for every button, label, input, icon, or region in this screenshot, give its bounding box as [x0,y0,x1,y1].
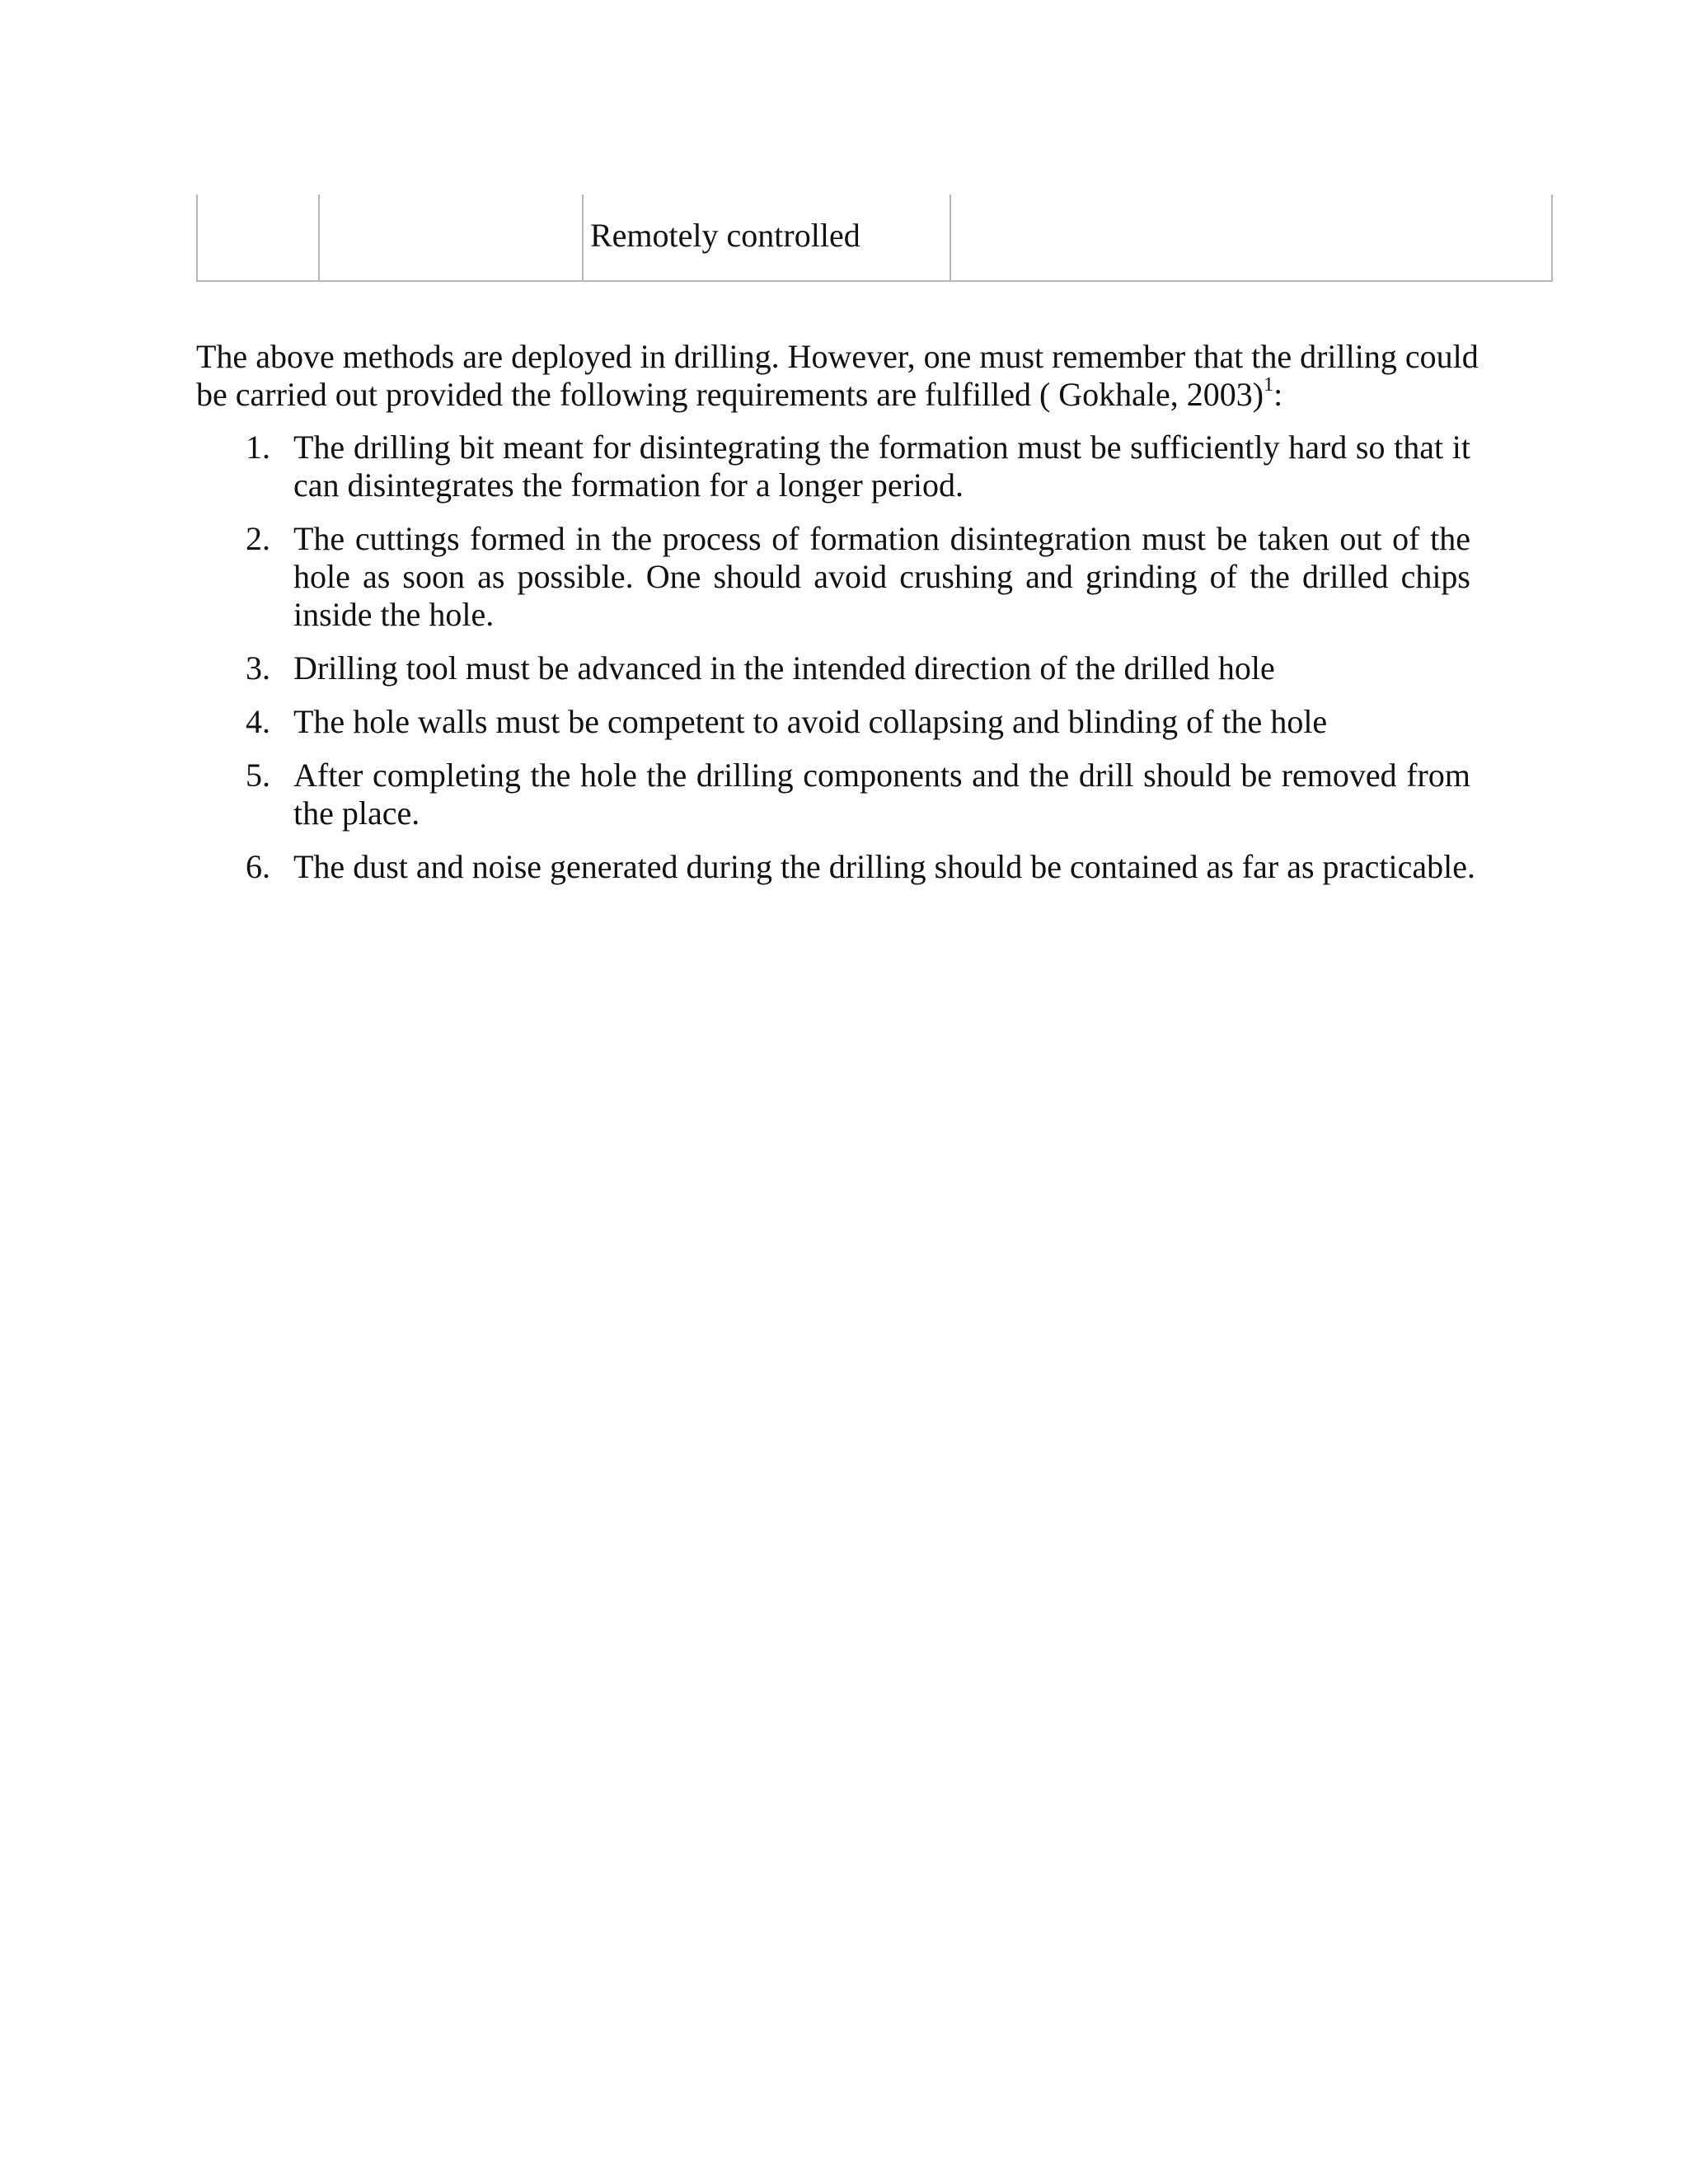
list-item-line: hole as soon as possible. One should avoid crushing and grinding of the drilled chips [293,558,1470,595]
list-item [196,520,1470,634]
list-item-line: Drilling tool must be advanced in the intended direction of the drilled hole [293,649,1275,687]
list-item [196,848,1475,886]
paragraph-line-end: : [1273,376,1283,413]
list-item-line: The dust and noise generated during the drilling should be contained as far as practicable. [293,848,1475,885]
list-item-line: The cuttings formed in the process of formation disintegration must be taken out of the [293,520,1470,557]
table-fragment [196,194,1553,282]
list-item [196,757,1470,832]
list-item-number: 6. [246,848,270,885]
list-item-line: The drilling bit meant for disintegrating the formation must be sufficiently hard so that it [293,429,1470,466]
list-item [196,429,1470,504]
requirements-list [196,429,1475,902]
table-column-divider [582,194,584,280]
list-item-number: 2. [246,520,270,557]
list-item-line: The hole walls must be competent to avoid collapsing and blinding of the hole [293,703,1328,740]
list-item-number: 5. [246,757,270,794]
paragraph-line [196,376,1470,414]
body-paragraph [196,338,1479,414]
list-item [196,703,1470,741]
table-cell-remotely-controlled: Remotely controlled [590,217,860,254]
list-item-line: inside the hole. [293,596,495,633]
list-item-line: can disintegrates the formation for a longer period. [293,466,964,504]
list-item-number: 3. [246,649,270,687]
list-item [196,649,1470,687]
table-column-divider [950,194,951,280]
list-item-number: 1. [246,429,270,466]
paragraph-line: The above methods are deployed in drilling. However, one must remember that the drilling could [196,338,1479,375]
list-item-number: 4. [246,703,270,740]
footnote-reference[interactable]: 1 [1264,374,1274,396]
table-column-divider [318,194,320,280]
list-item-line: After completing the hole the drilling components and the drill should be removed from [293,757,1470,794]
list-item-line: the place. [293,794,420,832]
paragraph-line-text: be carried out provided the following requirements are fulfilled ( Gokhale, 2003) [196,376,1264,413]
